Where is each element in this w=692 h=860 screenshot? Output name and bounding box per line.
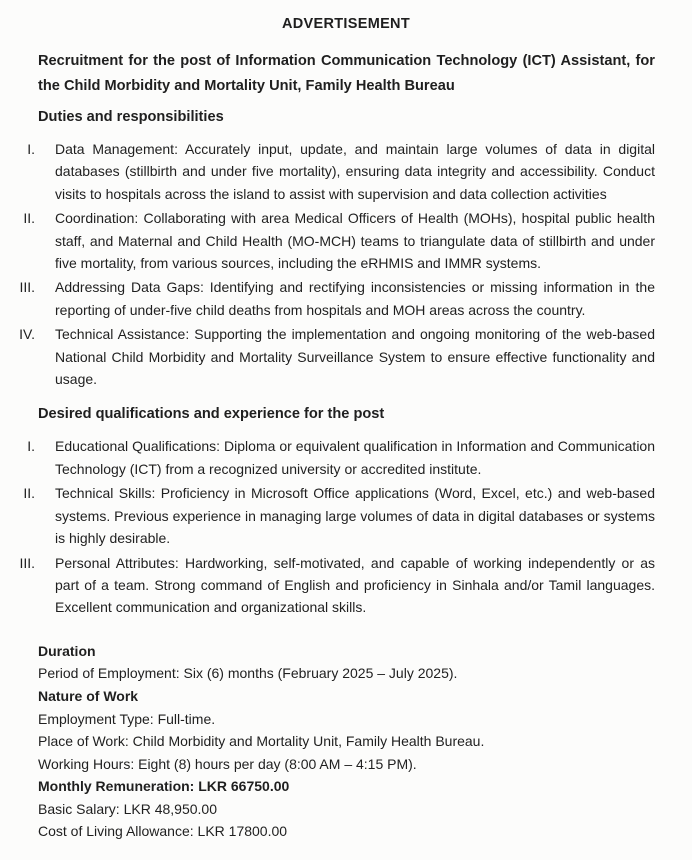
list-item <box>0 207 655 274</box>
list-item-text: Technical Skills: Proficiency in Microsoft Office applications (Word, Excel, etc.) and web-based systems. Previous experience in managing large volumes of data in digital databases or systems is highly desirable. <box>55 485 655 547</box>
section-heading-qualifications: Desired qualifications and experience for the post <box>38 406 385 423</box>
list-item <box>0 435 655 480</box>
detail-line-place-of-work: Place of Work: Child Morbidity and Mortality Unit, Family Health Bureau. <box>38 733 485 750</box>
detail-line-period-of-employment: Period of Employment: Six (6) months (February 2025 – July 2025). <box>38 665 458 682</box>
detail-line-employment-type: Employment Type: Full-time. <box>38 710 216 727</box>
qualifications-list <box>0 435 655 618</box>
list-item-text: Personal Attributes: Hardworking, self-motivated, and capable of working independently or as part of a team. Strong command of English and proficiency in Sinhala and/or Tamil languages. Excellent communication and organizational skills. <box>55 554 655 616</box>
section-heading-duties: Duties and responsibilities <box>38 109 224 125</box>
detail-line-basic-salary: Basic Salary: LKR 48,950.00 <box>38 800 217 817</box>
employment-details-block <box>38 640 655 843</box>
list-item-text: Coordination: Collaborating with area Medical Officers of Health (MOHs), hospital public health staff, and Maternal and Child Health (MO-MCH) teams to triangulate data of stillbirth and under five mortality, from various sources, including the eRHMIS and IMMR systems. <box>55 210 655 272</box>
recruitment-intro-paragraph: Recruitment for the post of Information Communication Technology (ICT) Assistant, for the Child Morbidity and Mortality Unit, Family Health Bureau <box>38 53 655 94</box>
list-item-numeral: III. <box>19 279 35 296</box>
list-item-numeral: I. <box>27 141 35 157</box>
list-item-text: Technical Assistance: Supporting the implementation and ongoing monitoring of the web-based National Child Morbidity and Mortality Surveillance System to ensure effective functionality and usage. <box>55 326 655 388</box>
detail-line-cost-of-living-allowance: Cost of Living Allowance: LKR 17800.00 <box>38 823 288 840</box>
list-item-numeral: III. <box>19 554 35 571</box>
list-item-text: Data Management: Accurately input, update, and maintain large volumes of data in digital databases (stillbirth and under five mortality), ensuring data integrity and accessibility. Conduct visits to hospitals across the island to assist with supervision and data collection activities <box>55 141 655 202</box>
detail-line-duration-heading: Duration <box>38 642 96 659</box>
list-item-numeral: I. <box>27 438 35 455</box>
duties-list <box>0 138 655 390</box>
list-item-numeral: II. <box>23 485 35 502</box>
detail-line-monthly-remuneration: Monthly Remuneration: LKR 66750.00 <box>38 778 290 795</box>
detail-line-nature-of-work-heading: Nature of Work <box>38 687 139 704</box>
detail-line-working-hours: Working Hours: Eight (8) hours per day (8:00 AM – 4:15 PM). <box>38 755 417 772</box>
list-item <box>0 552 655 619</box>
list-item-text: Addressing Data Gaps: Identifying and rectifying inconsistencies or missing information in the reporting of under-five child deaths from hospitals and MOH areas across the country. <box>55 279 655 318</box>
page-title: ADVERTISEMENT <box>282 16 410 32</box>
list-item <box>0 276 655 321</box>
list-item <box>0 323 655 390</box>
list-item <box>0 138 655 205</box>
list-item-numeral: IV. <box>19 326 35 343</box>
list-item-text: Educational Qualifications: Diploma or equivalent qualification in Information and Communication Technology (ICT) from a recognized university or accredited institute. <box>55 438 655 477</box>
list-item-numeral: II. <box>23 210 35 227</box>
list-item <box>0 482 655 549</box>
